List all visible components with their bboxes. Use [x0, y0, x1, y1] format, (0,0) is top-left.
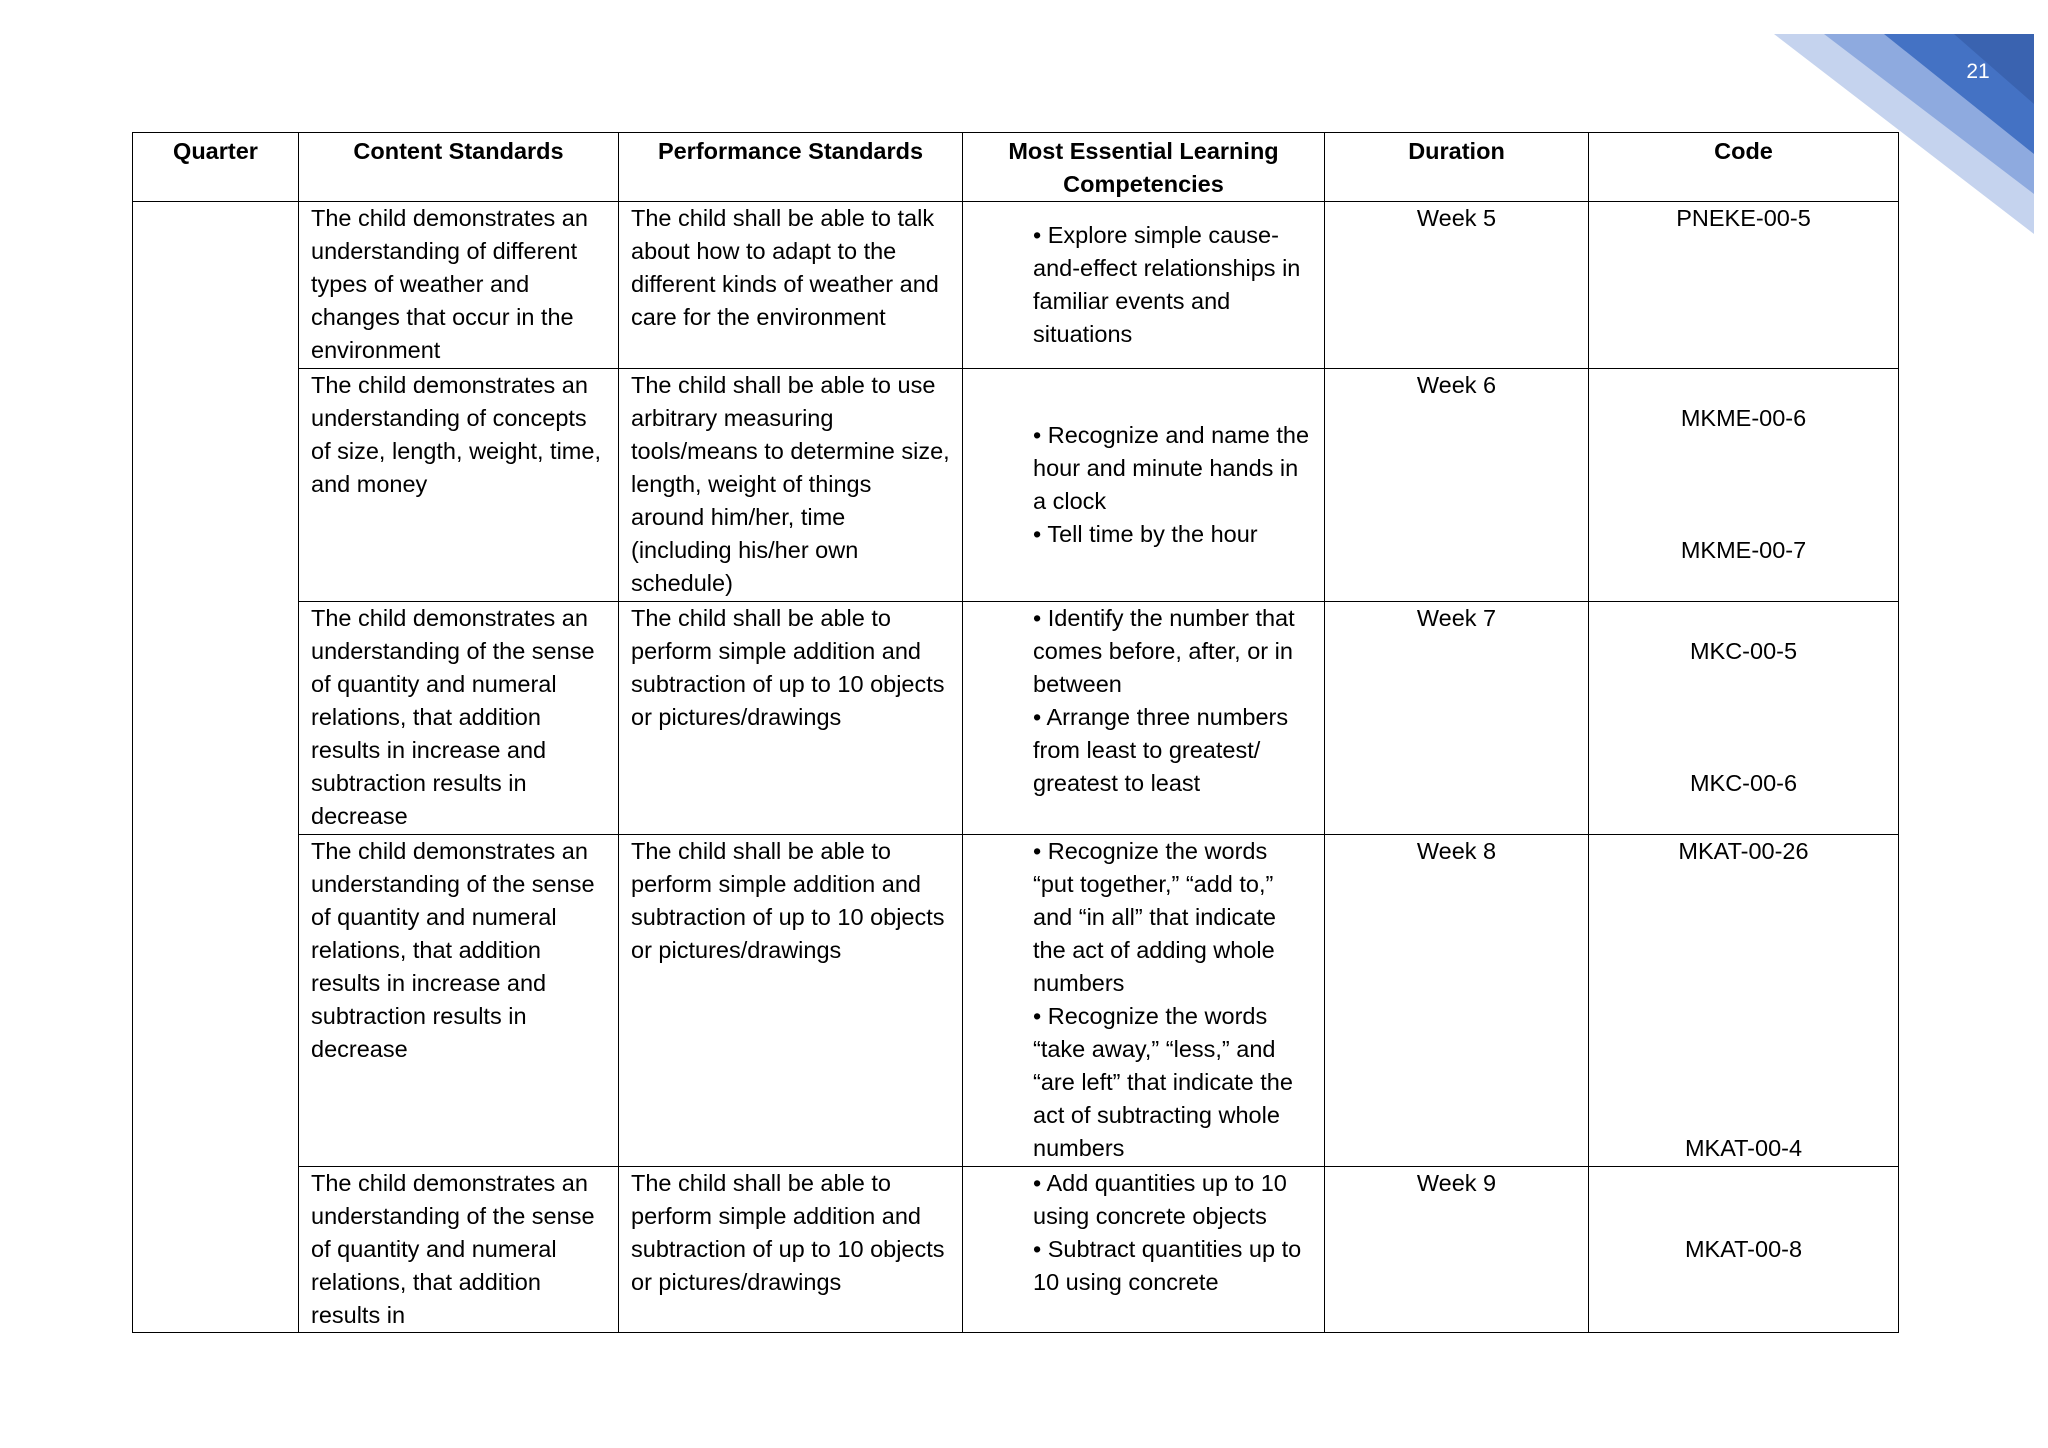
competency-item: • Arrange three numbers from least to greatest/ greatest to least: [1033, 704, 1289, 796]
quarter-cell: [133, 202, 299, 1333]
content-standard-cell: The child demonstrates an understanding of the sense of quantity and numeral relations, that addition results in increase and subtraction results in decrease: [299, 602, 619, 835]
competencies-cell: [963, 202, 1325, 369]
competency-item: • Identify the number that comes before, after, or in between: [1033, 605, 1295, 697]
table-row: [133, 369, 1899, 602]
curriculum-table: [132, 132, 1899, 1333]
competency-item: • Recognize the words “take away,” “less,” and “are left” that indicate the act of subtracting whole numbers: [1033, 1003, 1293, 1161]
competency-item: • Explore simple cause-and-effect relationships in familiar events and situations: [1033, 222, 1301, 347]
competency-item: • Subtract quantities up to 10 using concrete: [1033, 1236, 1302, 1295]
header-duration: Duration: [1325, 133, 1589, 202]
competencies-cell: [963, 602, 1325, 835]
duration-cell: Week 7: [1325, 602, 1589, 835]
content-standard-cell: The child demonstrates an understanding of different types of weather and changes that occur in the environment: [299, 202, 619, 369]
competency-item: • Tell time by the hour: [1033, 521, 1258, 547]
table-header-row: [133, 133, 1899, 202]
code-cell: [1589, 835, 1899, 1167]
competency-item: • Recognize and name the hour and minute hands in a clock: [1033, 422, 1310, 514]
performance-standard-cell: The child shall be able to perform simple addition and subtraction of up to 10 objects or pictures/drawings: [619, 602, 963, 835]
code-value: PNEKE-00-5: [1676, 205, 1811, 231]
competencies-cell: [963, 835, 1325, 1167]
header-competencies: Most Essential Learning Competencies: [963, 133, 1325, 202]
code-value: MKAT-00-8: [1684, 1236, 1803, 1262]
competency-item: • Recognize the words “put together,” “add to,” and “in all” that indicate the act of adding whole numbers: [1033, 838, 1276, 996]
performance-standard-cell: The child shall be able to use arbitrary measuring tools/means to determine size, length, weight of things around him/her, time (including his/her own schedule): [619, 369, 963, 602]
code-cell: [1589, 602, 1899, 835]
code-cell: [1589, 202, 1899, 369]
performance-standard-cell: The child shall be able to perform simple addition and subtraction of up to 10 objects or pictures/drawings: [619, 835, 963, 1167]
duration-cell: Week 9: [1325, 1167, 1589, 1333]
competency-item: • Add quantities up to 10 using concrete objects: [1033, 1170, 1287, 1229]
content-standard-cell: The child demonstrates an understanding of the sense of quantity and numeral relations, that addition results in increase and subtraction results in decrease: [299, 835, 619, 1167]
competencies-cell: [963, 369, 1325, 602]
duration-cell: Week 5: [1325, 202, 1589, 369]
header-content-standards: Content Standards: [299, 133, 619, 202]
code-value: MKME-00-6: [1680, 405, 1807, 431]
code-value: MKC-00-5: [1689, 638, 1798, 664]
table-row: [133, 1167, 1899, 1333]
header-performance-standards: Performance Standards: [619, 133, 963, 202]
page-number: 21: [1966, 60, 1990, 83]
duration-cell: Week 6: [1325, 369, 1589, 602]
table-row: [133, 602, 1899, 835]
content-standard-cell: The child demonstrates an understanding of the sense of quantity and numeral relations, that addition results in: [299, 1167, 619, 1333]
code-value: MKAT-00-26: [1678, 838, 1809, 864]
code-cell: [1589, 369, 1899, 602]
header-code: Code: [1589, 133, 1899, 202]
content-standard-cell: The child demonstrates an understanding of concepts of size, length, weight, time, and money: [299, 369, 619, 602]
competencies-cell: [963, 1167, 1325, 1333]
header-quarter: Quarter: [133, 133, 299, 202]
table-row: [133, 835, 1899, 1167]
duration-cell: Week 8: [1325, 835, 1589, 1167]
code-value: MKAT-00-4: [1684, 1135, 1803, 1161]
code-value: MKC-00-6: [1689, 770, 1798, 796]
code-value: MKME-00-7: [1680, 537, 1807, 563]
code-cell: [1589, 1167, 1899, 1333]
performance-standard-cell: The child shall be able to perform simple addition and subtraction of up to 10 objects or pictures/drawings: [619, 1167, 963, 1333]
table-row: [133, 202, 1899, 369]
performance-standard-cell: The child shall be able to talk about how to adapt to the different kinds of weather and care for the environment: [619, 202, 963, 369]
